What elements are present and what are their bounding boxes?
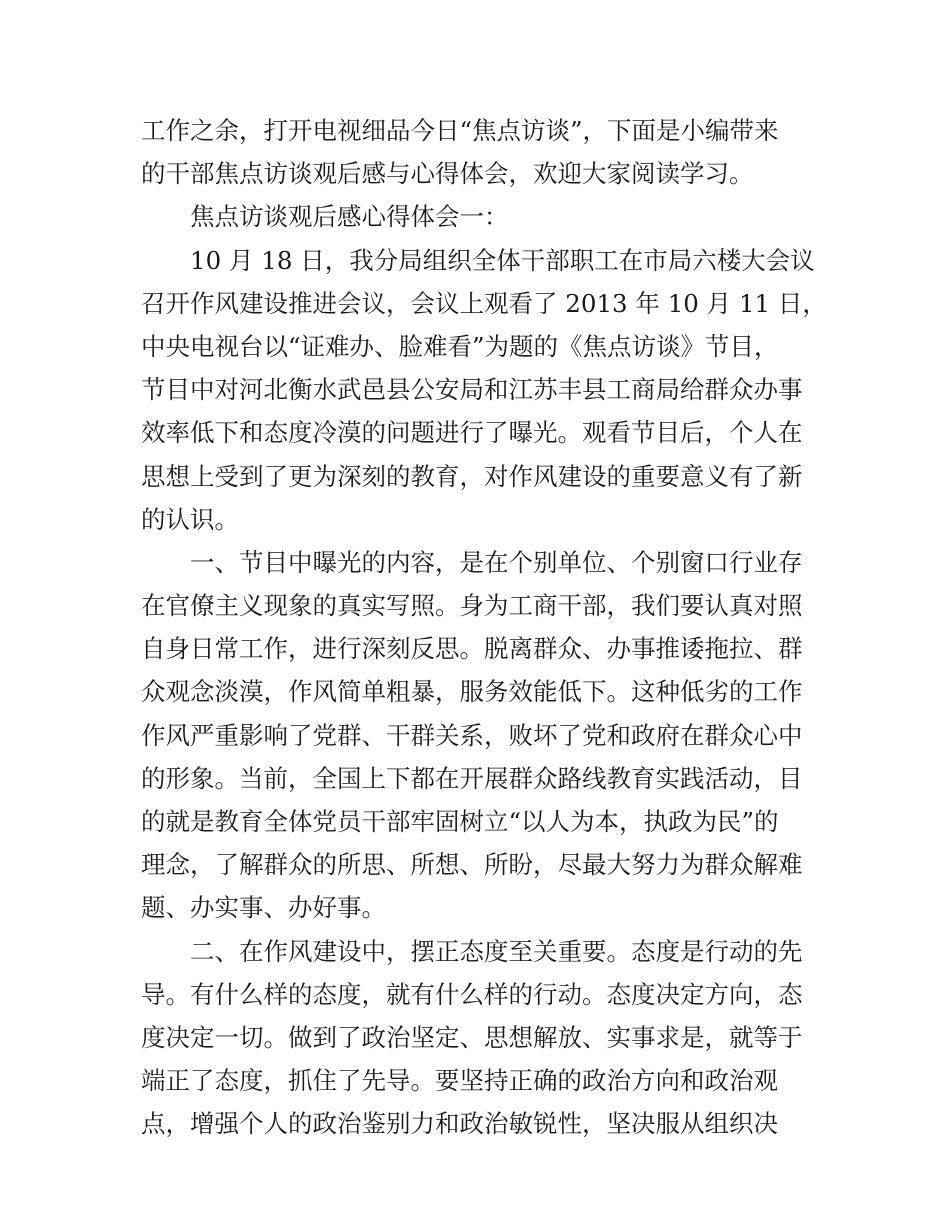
- paragraph-1: [141, 239, 827, 541]
- document-body: [141, 109, 827, 1146]
- text-line: 导。有什么样的态度，就有什么样的行动。态度决定方向，态: [141, 979, 803, 1009]
- section-heading: [141, 195, 813, 238]
- paragraph-2: [141, 541, 813, 930]
- text-line: 度决定一切。做到了政治坚定、思想解放、实事求是，就等于: [141, 1022, 803, 1052]
- text-line: 中央电视台以“证难办、脸难看”为题的《焦点访谈》节目，: [141, 331, 779, 361]
- text-line: 10 月 18 日，我分局组织全体干部职工在市局六楼大会议: [190, 245, 815, 275]
- text-line: 端正了态度，抓住了先导。要坚持正确的政治方向和政治观: [141, 1066, 778, 1096]
- text-line: 众观念淡漠，作风简单粗暴，服务效能低下。这种低劣的工作: [141, 677, 803, 707]
- text-line: 的认识。: [141, 504, 239, 534]
- text-line: 工作之余，打开电视细品今日“焦点访谈”，下面是小编带来: [141, 116, 779, 145]
- paragraph-3: [141, 930, 813, 1146]
- text-line: 节目中对河北衡水武邑县公安局和江苏丰县工商局给群众办事: [141, 375, 803, 405]
- text-line: 思想上受到了更为深刻的教育，对作风建设的重要意义有了新: [141, 461, 803, 491]
- text-line: 二、在作风建设中，摆正态度至关重要。态度是行动的先: [190, 936, 803, 966]
- text-line: 点，增强个人的政治鉴别力和政治敏锐性，坚决服从组织决: [141, 1109, 778, 1139]
- text-line: 效率低下和态度冷漠的问题进行了曝光。观看节目后，个人在: [141, 418, 803, 448]
- text-line: 一、节目中曝光的内容，是在个别单位、个别窗口行业存: [190, 547, 803, 577]
- text-line: 召开作风建设推进会议，会议上观看了 2013 年 10 月 11 日，: [141, 288, 827, 318]
- text-line: 在官僚主义现象的真实写照。身为工商干部，我们要认真对照: [141, 591, 803, 621]
- text-line: 的就是教育全体党员干部牢固树立“以人为本，执政为民”的: [141, 807, 779, 836]
- text-line: 题、办实事、办好事。: [141, 893, 386, 923]
- text-line: 的干部焦点访谈观后感与心得体会，欢迎大家阅读学习。: [141, 159, 754, 189]
- intro-paragraph: [141, 109, 813, 195]
- text-line: 的形象。当前，全国上下都在开展群众路线教育实践活动，目: [141, 763, 803, 793]
- text-line: 作风严重影响了党群、干群关系，败坏了党和政府在群众心中: [141, 720, 803, 750]
- text-line: 焦点访谈观后感心得体会一：: [190, 202, 509, 232]
- text-line: 自身日常工作，进行深刻反思。脱离群众、办事推诿拖拉、群: [141, 634, 803, 664]
- text-line: 理念，了解群众的所思、所想、所盼，尽最大努力为群众解难: [141, 850, 803, 880]
